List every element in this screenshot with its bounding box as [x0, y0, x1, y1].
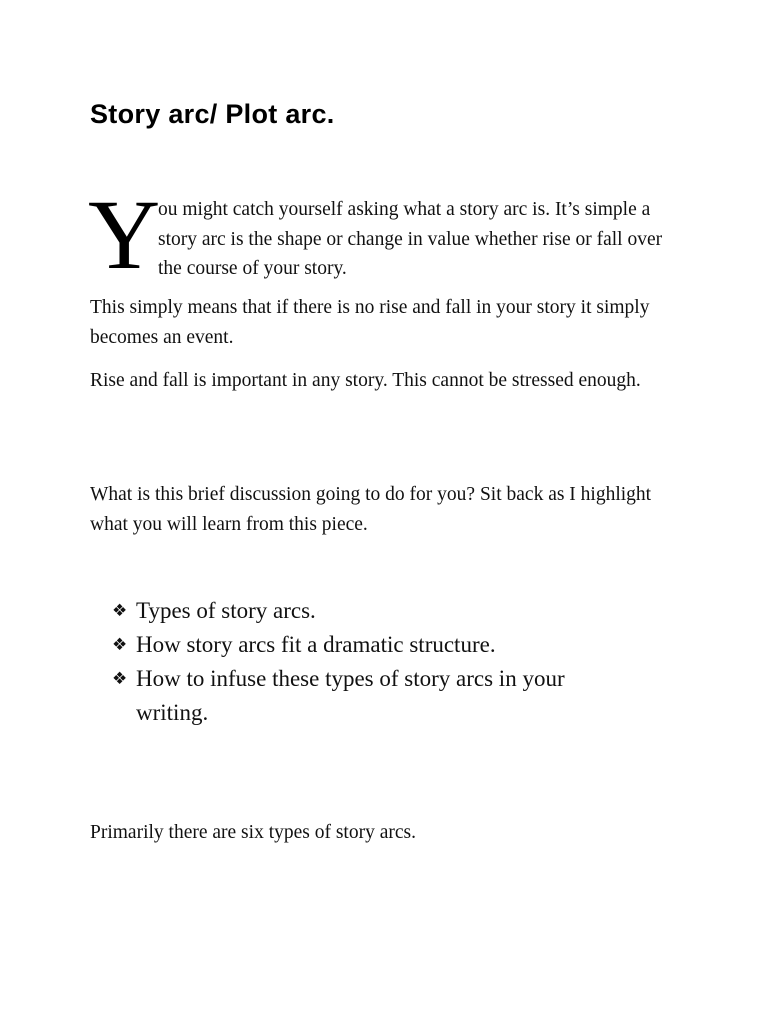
drop-cap: Y: [88, 179, 161, 290]
list-item-text: Types of story arcs.: [136, 598, 316, 623]
diamond-bullet-icon: ❖: [112, 635, 128, 655]
paragraph-importance: Rise and fall is important in any story. This cannot be stressed enough.: [90, 370, 641, 391]
page-title: Story arc/ Plot arc.: [90, 99, 335, 129]
diamond-bullet-icon: ❖: [112, 669, 128, 689]
list-item-text: How to infuse these types of story arcs in your writing.: [136, 666, 565, 725]
list-item: [112, 594, 632, 628]
paragraph-rise-and-fall-event: This simply means that if there is no rise and fall in your story it simply becomes an event.: [90, 297, 650, 348]
learning-points-list: [112, 594, 632, 730]
paragraph-closing: Primarily there are six types of story arcs.: [90, 822, 416, 843]
paragraph-discussion-intro: What is this brief discussion going to do for you? Sit back as I highlight what you will learn from this piece.: [90, 484, 652, 535]
list-item-text: How story arcs fit a dramatic structure.: [136, 632, 496, 657]
intro-paragraph: [88, 179, 690, 290]
intro-text: ou might catch yourself asking what a story arc is. It’s simple a story arc is the shape or change in value whether rise or fall over the course of your story.: [158, 199, 663, 279]
list-item: [112, 662, 632, 730]
diamond-bullet-icon: ❖: [112, 601, 128, 621]
list-item: [112, 628, 632, 662]
